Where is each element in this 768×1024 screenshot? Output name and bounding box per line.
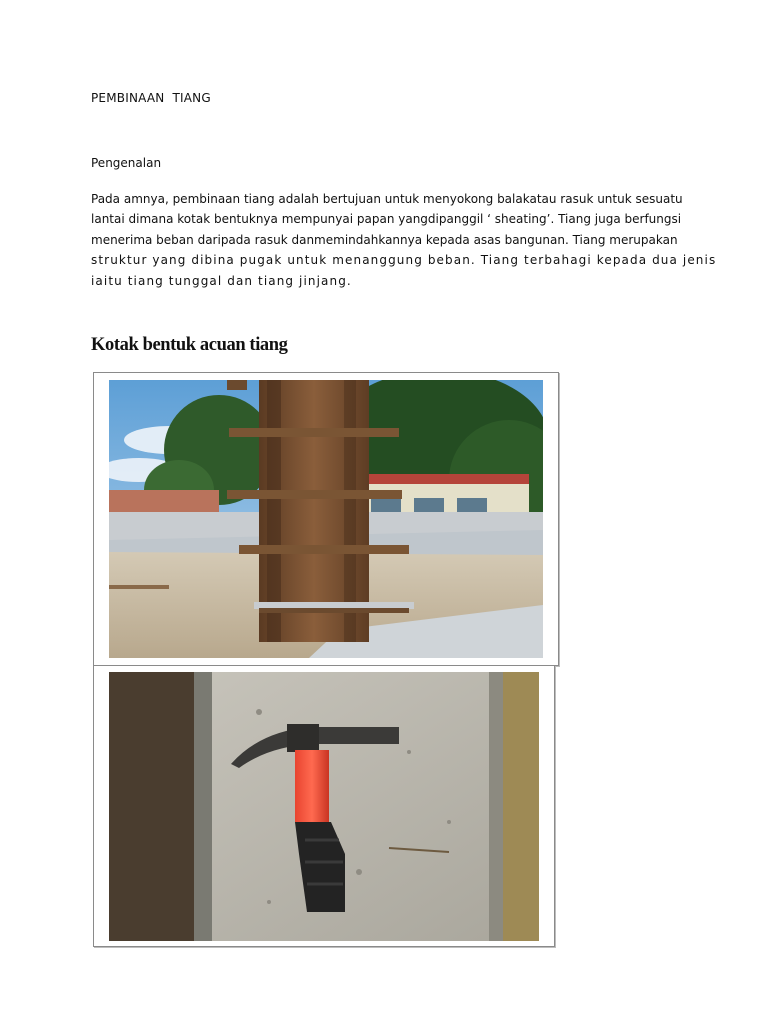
paragraph-line: menerima beban daripada rasuk danmemindahkannya kepada asas bangunan. Tiang merupakan [91,232,678,247]
paragraph-line: Pada amnya, pembinaan tiang adalah bertujuan untuk menyokong balakatau rasuk untuk sesuatu [91,192,683,206]
paragraph-line: lantai dimana kotak bentuknya mempunyai papan yangdipanggil ‘ sheating’. Tiang juga berfungsi [91,212,682,227]
paragraph-line: struktur yang dibina pugak untuk menanggung beban. Tiang terbahagi kepada dua jenis [91,253,717,268]
section-heading-pengenalan: Pengenalan [91,156,162,170]
column-formwork-photo [93,372,559,666]
column-formwork-image [109,380,543,658]
hammer-on-concrete-image [109,672,539,941]
document-title: PEMBINAAN TIANG [91,91,211,105]
paragraph-line: iaitu tiang tunggal dan tiang jinjang. [91,273,352,288]
intro-paragraph [91,189,717,291]
figure-heading: Kotak bentuk acuan tiang [91,335,288,355]
hammer-on-concrete-photo [93,665,555,947]
